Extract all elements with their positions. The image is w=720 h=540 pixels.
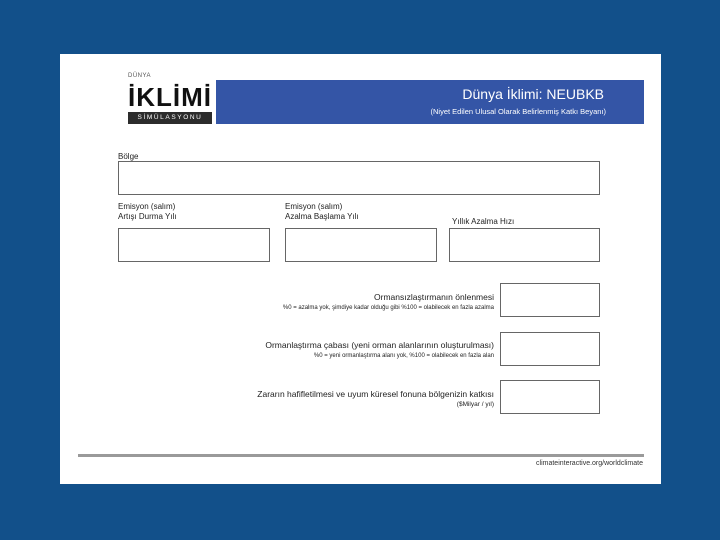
footer-divider (78, 454, 644, 457)
region-label: Bölge (118, 152, 139, 161)
emission-decline-start-field[interactable] (285, 228, 437, 262)
emission-growth-stop-field[interactable] (118, 228, 270, 262)
page-subtitle: (Niyet Edilen Ulusal Olarak Belirlenmiş Katkı Beyanı) (430, 107, 606, 116)
page-title: Dünya İklimi: NEUBKB (462, 86, 604, 102)
emission-decline-start-label-2: Azalma Başlama Yılı (285, 212, 359, 221)
deforestation-label: Ormansızlaştırmanın önlenmesi (374, 292, 494, 302)
deforestation-field[interactable] (500, 283, 600, 317)
annual-decline-rate-field[interactable] (449, 228, 600, 262)
afforestation-field[interactable] (500, 332, 600, 366)
emission-decline-start-label-1: Emisyon (salım) (285, 202, 343, 211)
afforestation-label: Ormanlaştırma çabası (yeni orman alanlarının oluşturulması) (265, 340, 494, 350)
region-field[interactable] (118, 161, 600, 195)
emission-growth-stop-label-2: Artışı Durma Yılı (118, 212, 177, 221)
logo (78, 68, 216, 130)
emission-growth-stop-label-1: Emisyon (salım) (118, 202, 176, 211)
logo-bar-text: SİMÜLASYONU (128, 112, 212, 124)
afforestation-note: %0 = yeni ormanlaştırma alanı yok, %100 = olabilecek en fazla alan (313, 353, 494, 359)
logo-small-text: DÜNYA (128, 73, 152, 79)
form-sheet (60, 54, 661, 484)
footer-url: climateinteractive.org/worldclimate (536, 460, 643, 467)
deforestation-note: %0 = azalma yok, şimdiye kadar olduğu gibi %100 = olabilecek en fazla azalma (282, 305, 494, 311)
logo-title-text: İKLİMİ (128, 82, 212, 112)
climate-fund-field[interactable] (500, 380, 600, 414)
climate-fund-label: Zararın hafifletilmesi ve uyum küresel fonuna bölgenizin katkısı (257, 389, 494, 399)
annual-decline-rate-label: Yıllık Azalma Hızı (452, 217, 515, 226)
climate-fund-note: ($Milyar / yıl) (456, 401, 494, 408)
